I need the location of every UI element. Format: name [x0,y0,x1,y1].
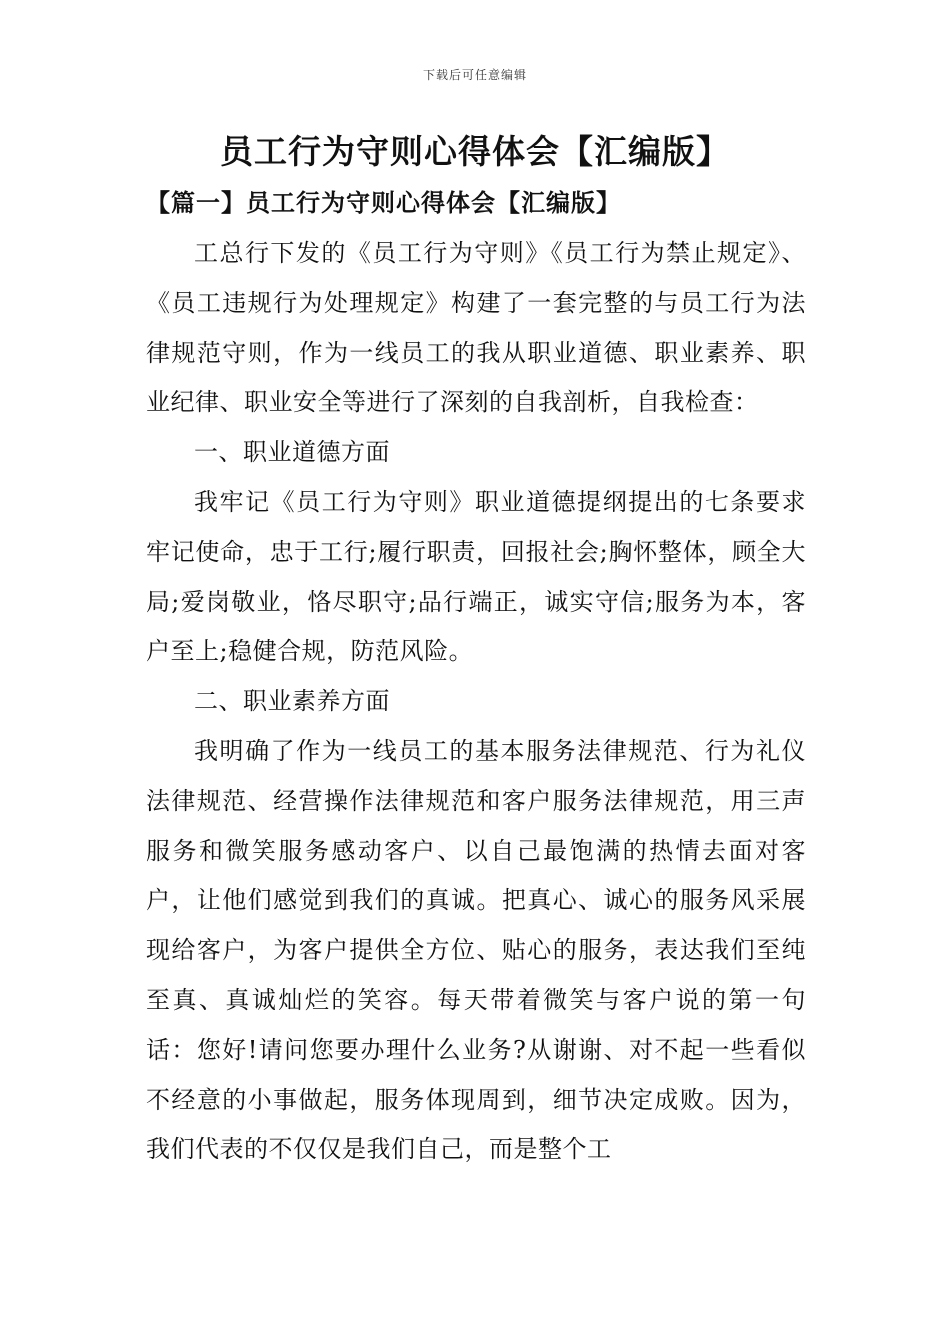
paragraph-professional-ethics: 我牢记《员工行为守则》职业道德提纲提出的七条要求牢记使命，忠于工行;履行职责，回报社会;胸怀整体，顾全大局;爱岗敬业，恪尽职守;品行端正，诚实守信;服务为本，客户至上;稳健合规，防范风险。 [146,487,806,666]
paragraph-professional-quality: 我明确了作为一线员工的基本服务法律规范、行为礼仪法律规范、经营操作法律规范和客户服务法律规范，用三声服务和微笑服务感动客户、以自己最饱满的热情去面对客户，让他们感觉到我们的真诚。把真心、诚心的服务风采展现给客户，为客户提供全方位、贴心的服务，表达我们至纯至真、真诚灿烂的笑容。每天带着微笑与客户说的第一句话：您好!请问您要办理什么业务?从谢谢、对不起一些看似不经意的小事做起，服务体现周到，细节决定成败。因为，我们代表的不仅仅是我们自己，而是整个工 [146,736,806,1164]
paragraph-intro: 工总行下发的《员工行为守则》《员工行为禁止规定》、《员工违规行为处理规定》构建了一套完整的与员工行为法律规范守则，作为一线员工的我从职业道德、职业素养、职业纪律、职业安全等进行了深刻的自我剖析，自我检查： [146,239,806,417]
header-note: 下载后可任意编辑 [422,68,527,82]
document-title: 员工行为守则心得体会【汇编版】 [220,132,730,171]
document-body [146,229,806,1175]
heading-professional-ethics: 一、职业道德方面 [194,438,390,467]
heading-professional-quality: 二、职业素养方面 [194,687,390,716]
section-title: 【篇一】员工行为守则心得体会【汇编版】 [146,188,621,217]
